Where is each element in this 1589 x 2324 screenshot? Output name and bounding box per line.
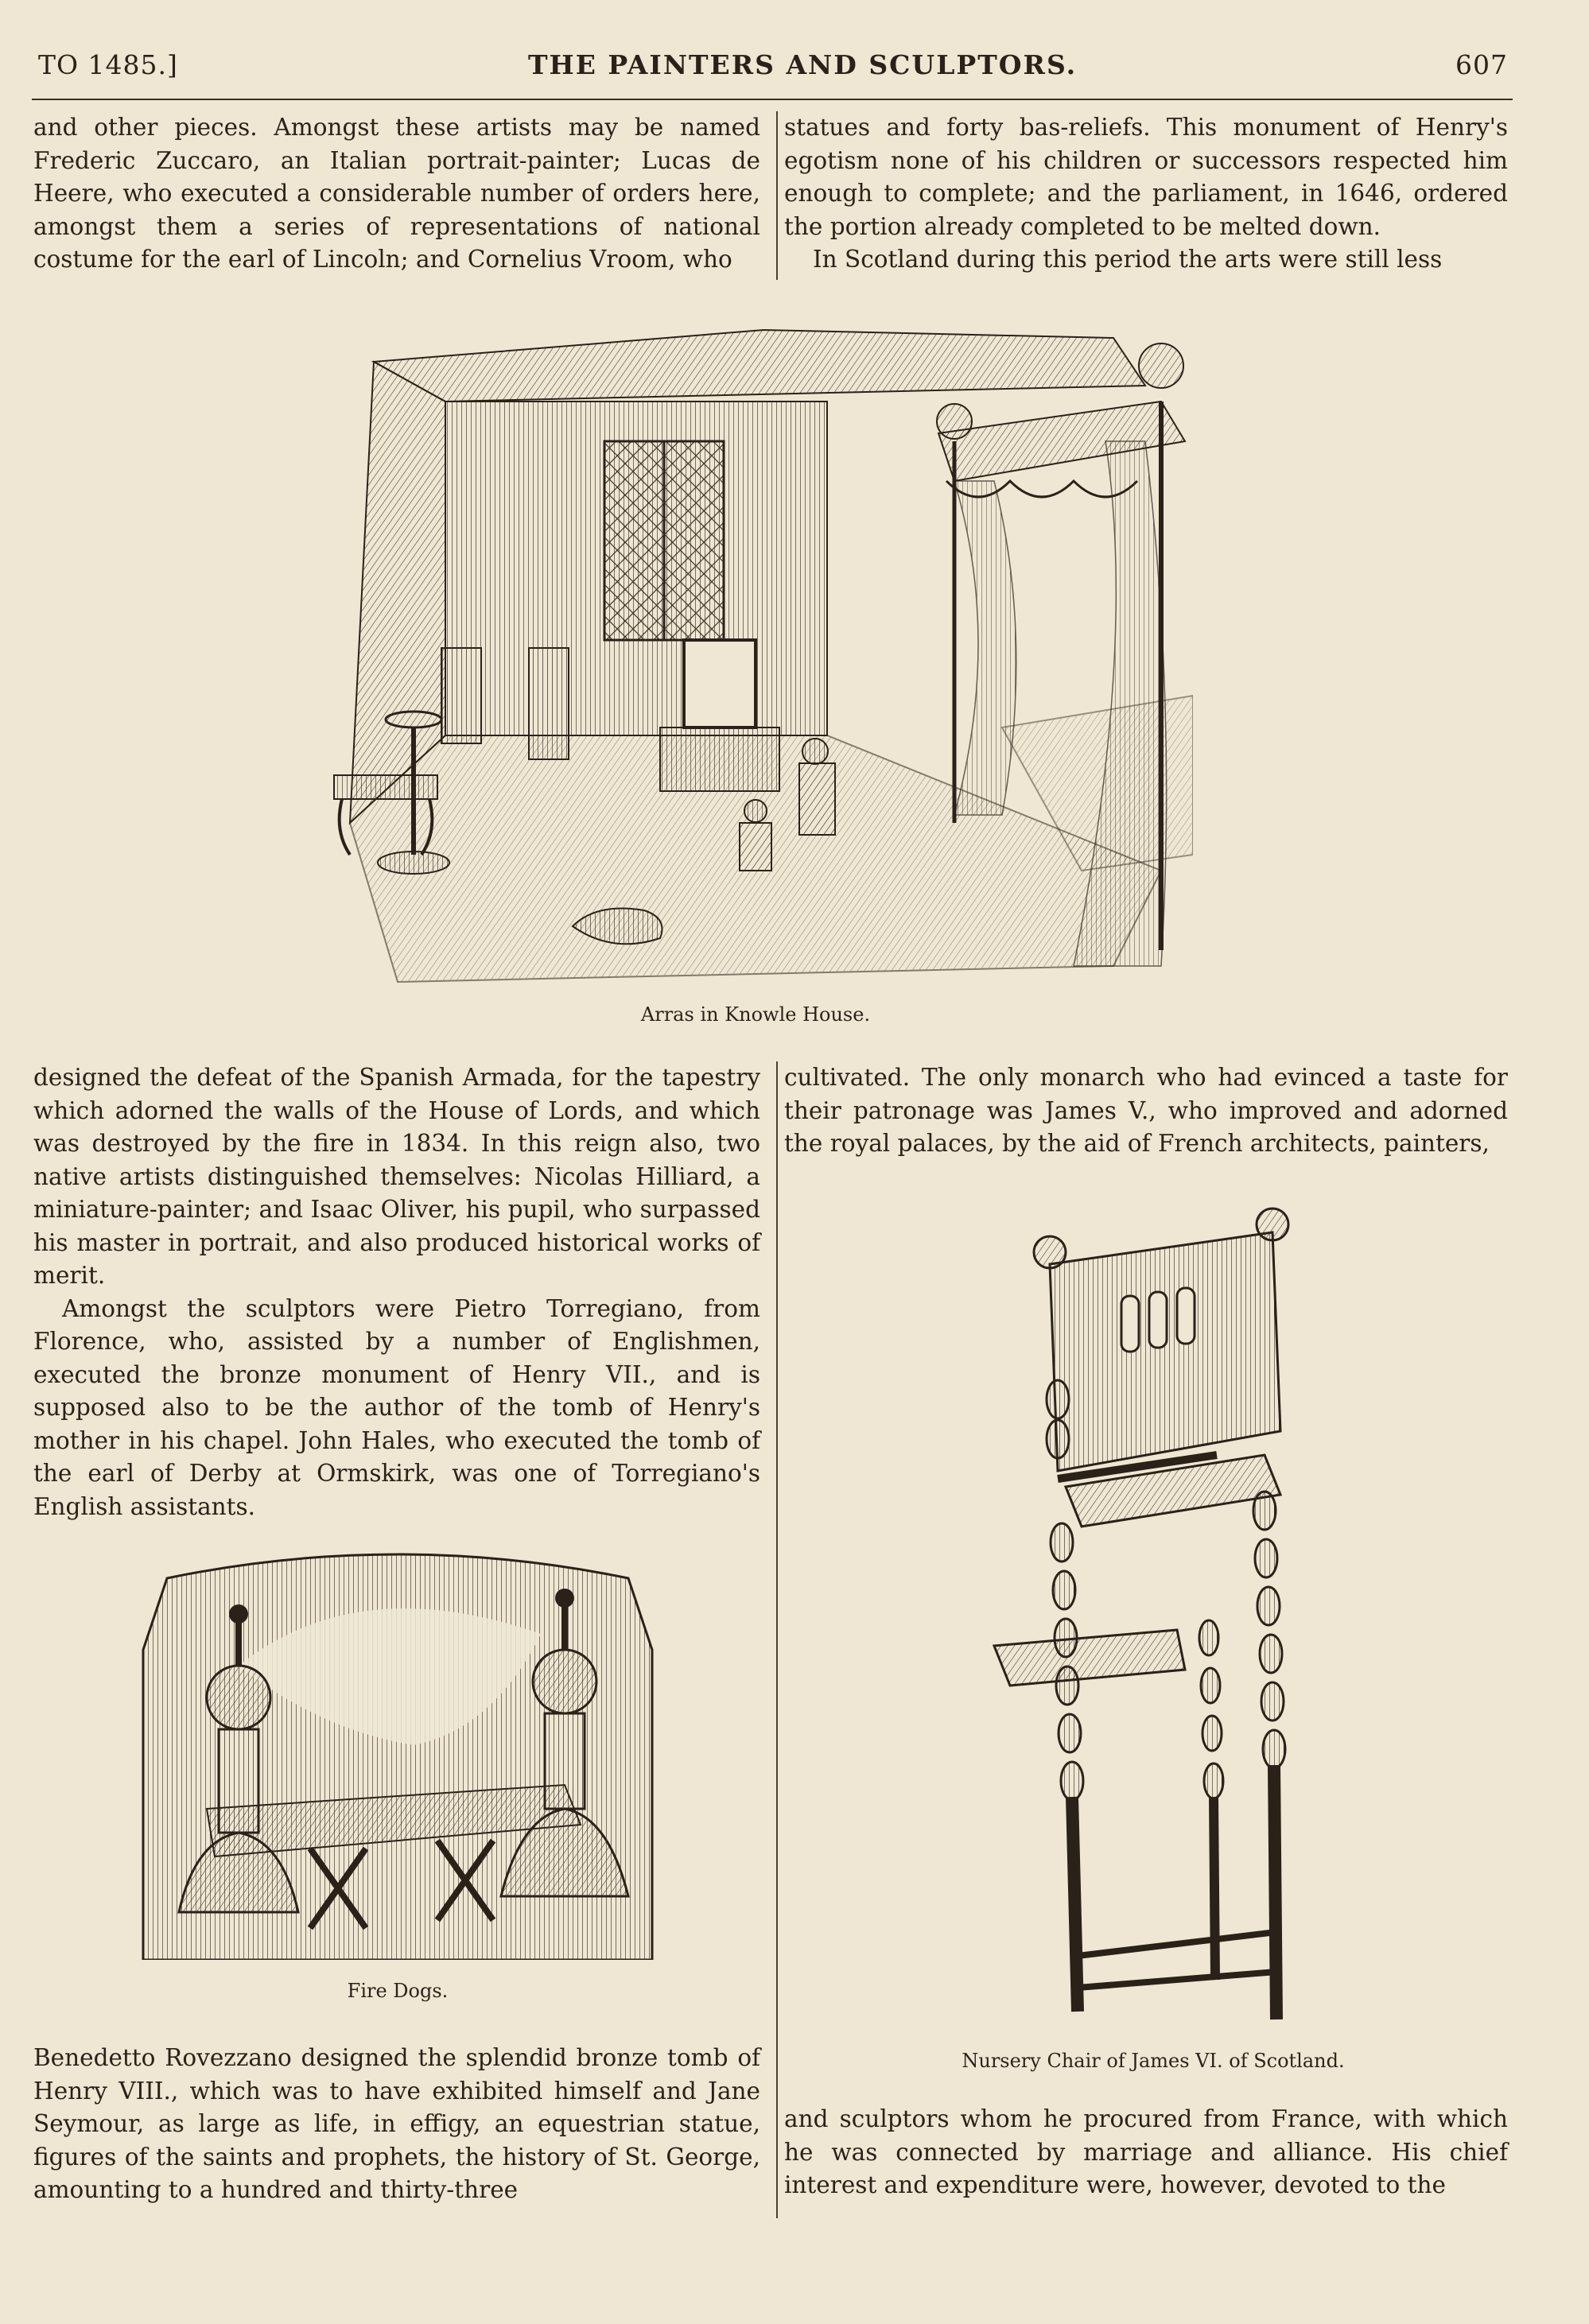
col2-middle-text xyxy=(784,1061,1508,1161)
column-divider-middle xyxy=(776,1061,778,2190)
column-divider-top xyxy=(776,111,778,280)
col2-bottom-text xyxy=(784,2103,1508,2202)
paragraph: statues and forty bas-reliefs. This monument of Henry's egotism none of his children or successors respected him enough to complete; and the parliament, in 1646, ordered the portion already completed to be melted down. xyxy=(784,114,1508,240)
nursery-chair-illustration xyxy=(978,1193,1320,2035)
column-divider-bottom xyxy=(776,2051,778,2218)
fire-dogs-caption: Fire Dogs. xyxy=(347,1980,449,2002)
col1-middle-text xyxy=(33,1061,760,1523)
arras-illustration xyxy=(318,314,1193,990)
paragraph: and sculptors whom he procured from France, with which he was connected by marriage and alliance. His chief interest and expenditure were, however, devoted to the xyxy=(784,2105,1508,2198)
paragraph: cultivated. The only monarch who had evinced a taste for their patronage was James V., who improved and adorned the royal palaces, by the aid of French architects, painters, xyxy=(784,1064,1508,1157)
paragraph: Benedetto Rovezzano designed the splendid bronze tomb of Henry VIII., which was to have exhibited himself and Jane Seymour, as large as life, in effigy, an equestrian statue, figures of the saints and prophets, the history of St. George, amounting to a hundred and thirty-three xyxy=(33,2044,760,2203)
paragraph: Amongst the sculptors were Pietro Torregiano, from Florence, who, assisted by a number of Englishmen, executed the bronze monument of Henry VII., and is supposed also to be the author of the tomb of Henry's mother in his chapel. John Hales, who executed the tomb of the earl of Derby at Ormskirk, was one of Torregiano's English assistants. xyxy=(33,1294,760,1520)
col1-bottom-text xyxy=(33,2042,760,2207)
paragraph: and other pieces. Amongst these artists may be named Frederic Zuccaro, an Italian portrait-painter; Lucas de Heere, who executed a considerable number of orders here, amongst them a series of representations of national costume for the earl of Lincoln; and Cornelius Vroom, who xyxy=(33,114,760,273)
arras-caption: Arras in Knowle House. xyxy=(640,1003,871,1026)
running-head-left: TO 1485.] xyxy=(38,49,178,80)
col2-top-text xyxy=(784,111,1508,277)
col1-top-text xyxy=(33,111,760,277)
paragraph: In Scotland during this period the arts were still less xyxy=(813,246,1443,273)
paragraph: designed the defeat of the Spanish Armada, for the tapestry which adorned the walls of the House of Lords, and which was destroyed by the fire in 1834. In this reign also, two native artists distinguished themselves: Nicolas Hilliard, a miniature-painter; and Isaac Oliver, his pupil, who surpassed his master in portrait, and also produced historical works of merit. xyxy=(33,1064,760,1289)
page-number: 607 xyxy=(1455,49,1508,80)
fire-dogs-illustration xyxy=(119,1546,676,1960)
running-head-title: THE PAINTERS AND SCULPTORS. xyxy=(528,49,1078,80)
nursery-chair-caption: Nursery Chair of James VI. of Scotland. xyxy=(962,2050,1345,2072)
header-rule xyxy=(32,99,1513,100)
